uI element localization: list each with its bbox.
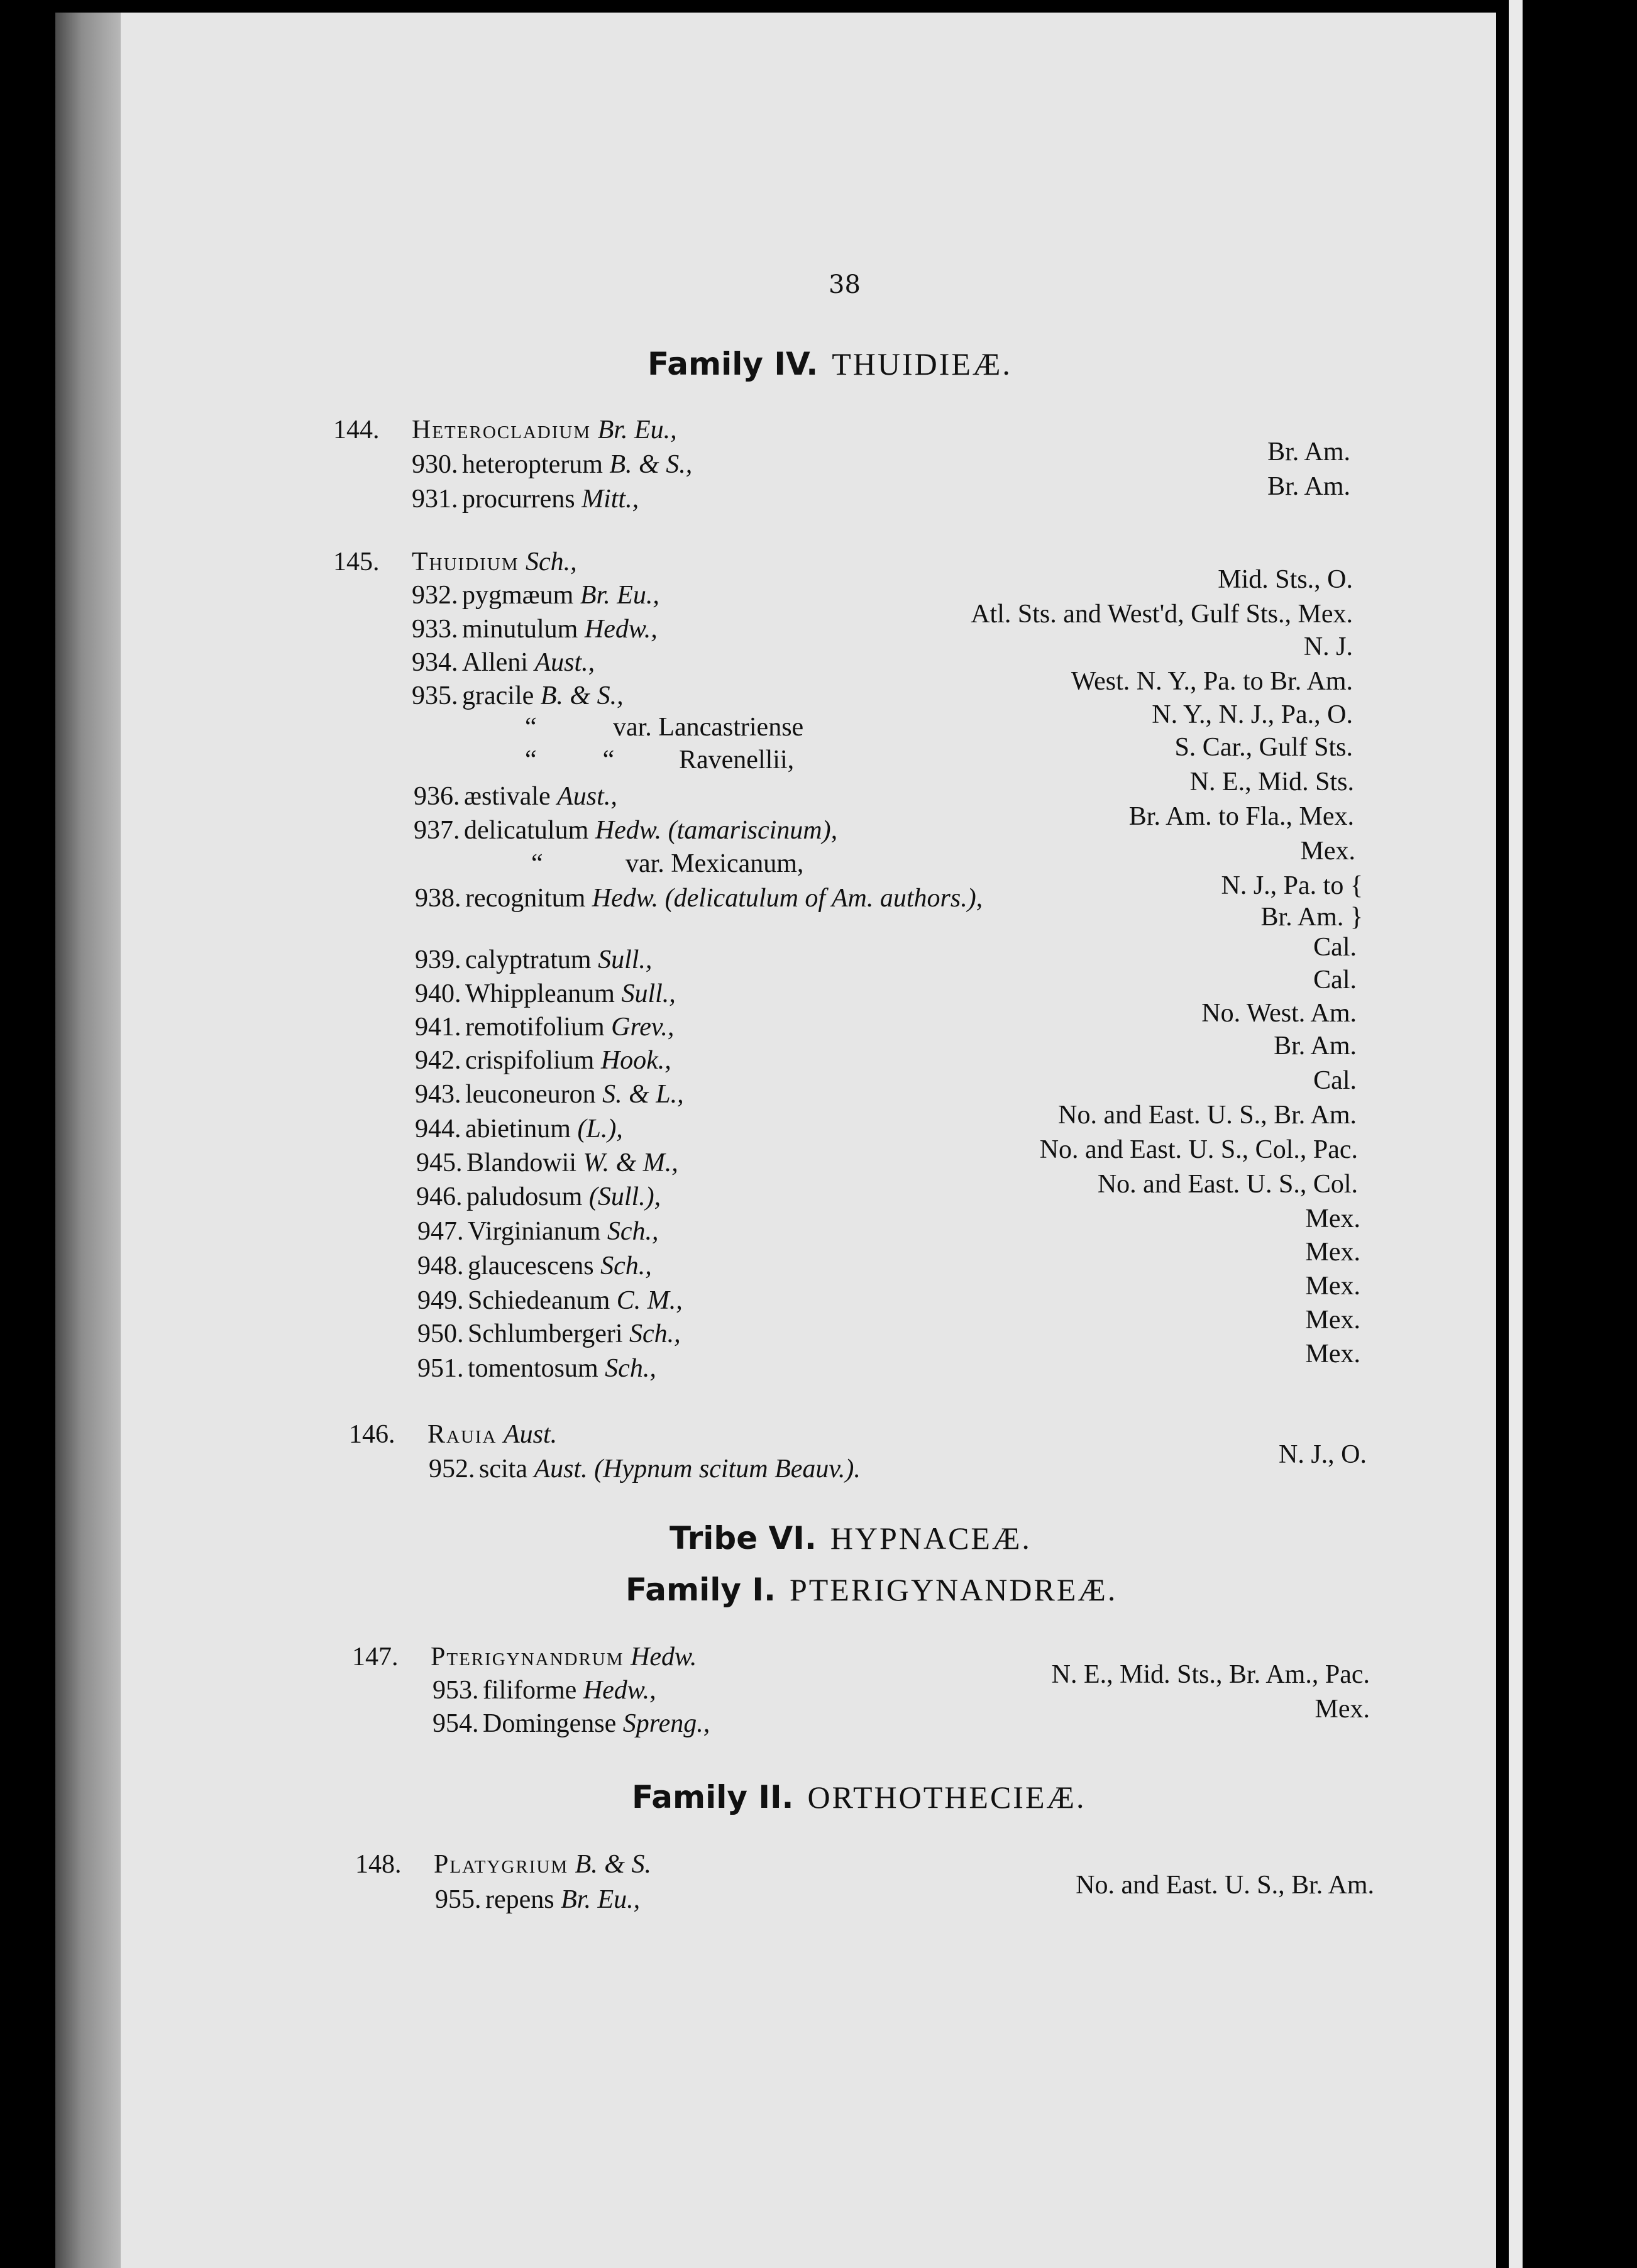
species-row-941: [415, 1012, 674, 1042]
family-heading-pterigynandreae: [626, 1572, 1117, 1608]
tribe-heading-hypnaceae: [670, 1520, 1032, 1556]
species-range-935: West. N. Y., Pa. to Br. Am.: [1071, 667, 1353, 696]
species-author: Spreng.,: [622, 1709, 710, 1738]
tribe-label: Tribe VI.: [670, 1520, 817, 1556]
variety-name: Ravenellii,: [679, 746, 795, 774]
species-author: Hedw.: [592, 884, 659, 913]
species-author: C. M.,: [616, 1286, 683, 1315]
species-author: Sch.,: [607, 1217, 659, 1246]
species-range-942: Br. Am.: [1274, 1032, 1357, 1060]
species-name: abietinum: [465, 1115, 571, 1143]
species-row-933: [412, 614, 658, 644]
species-synonym: (Hypnum scitum Beauv.).: [594, 1455, 861, 1484]
species-number: 952.: [429, 1455, 475, 1484]
genus-name: Heterocladium: [412, 416, 592, 444]
species-number: 955.: [435, 1885, 482, 1914]
species-name: heteropterum: [462, 450, 603, 479]
species-name: Domingense: [483, 1709, 617, 1738]
species-name: calyptratum: [465, 945, 592, 974]
variety-name: var. Lancastriense: [613, 713, 804, 742]
species-name: recognitum: [465, 884, 586, 913]
species-range-944: No. and East. U. S., Br. Am.: [1058, 1101, 1357, 1130]
genus-number: 145.: [333, 548, 380, 576]
species-number: 935.: [412, 681, 458, 710]
species-range-937: Br. Am. to Fla., Mex.: [1128, 802, 1354, 831]
species-name: leuconeuron: [465, 1080, 596, 1109]
species-number: 953.: [433, 1676, 479, 1705]
species-name: crispifolium: [465, 1046, 595, 1075]
species-range-948: Mex.: [1305, 1238, 1360, 1267]
family-label: Family IV.: [648, 346, 819, 382]
species-name: scita: [479, 1455, 527, 1484]
variety-range-mexicanum: Mex.: [1300, 837, 1355, 866]
ditto-mark: “: [525, 713, 537, 742]
species-range-936: N. E., Mid. Sts.: [1189, 768, 1354, 796]
species-row-932: [412, 580, 659, 610]
genus-author: B. & S.: [575, 1850, 651, 1879]
species-number: 940.: [415, 979, 461, 1008]
species-number: 945.: [416, 1148, 463, 1177]
genus-name: Rauia: [427, 1420, 497, 1449]
genus-author: Sch.,: [526, 548, 577, 576]
genus-name: Thuidium: [412, 548, 519, 576]
species-author: Sch.,: [600, 1252, 652, 1280]
family-heading-orthothecieae: [632, 1779, 1086, 1815]
species-range-950: Mex.: [1305, 1306, 1360, 1335]
genus-number: 144.: [333, 416, 380, 444]
species-row-954: [433, 1709, 710, 1739]
species-author: (Sull.),: [588, 1182, 661, 1211]
species-row-938: [415, 883, 983, 913]
species-range-951: Mex.: [1305, 1340, 1360, 1368]
species-name: paludosum: [466, 1182, 583, 1211]
species-author: Hedw.,: [584, 615, 658, 644]
species-author: (L.),: [577, 1115, 623, 1143]
species-number: 933.: [412, 615, 458, 644]
species-number: 934.: [412, 648, 458, 677]
genus-number: 146.: [349, 1420, 395, 1449]
species-row-952: [429, 1454, 861, 1484]
species-range-941: No. West. Am.: [1201, 999, 1357, 1028]
species-number: 951.: [417, 1354, 464, 1383]
species-range-933: Atl. Sts. and West'd, Gulf Sts., Mex.: [971, 600, 1353, 629]
species-range-934: N. J.: [1303, 632, 1353, 661]
family-name: THUIDIEÆ.: [832, 346, 1012, 382]
variety-row-lancastriense: [525, 712, 803, 742]
species-number: 937.: [414, 816, 460, 845]
species-row-955: [435, 1885, 640, 1915]
species-synonym: (tamariscinum),: [668, 816, 838, 845]
species-row-950: [417, 1319, 681, 1349]
species-author: Br. Eu.,: [561, 1885, 641, 1914]
species-name: glaucescens: [468, 1252, 594, 1280]
species-range-939: Cal.: [1313, 933, 1357, 962]
genus-row-148: [355, 1849, 651, 1880]
species-number: 931.: [412, 485, 458, 514]
species-row-939: [415, 945, 652, 975]
species-author: W. & M.,: [583, 1148, 678, 1177]
species-number: 948.: [417, 1252, 464, 1280]
genus-row-144: [333, 415, 677, 445]
species-range-940: Cal.: [1313, 966, 1357, 994]
species-range-938: N. J., Pa. to {: [1221, 871, 1363, 900]
species-number: 944.: [415, 1115, 461, 1143]
species-row-946: [416, 1182, 661, 1212]
species-range-955: No. and East. U. S., Br. Am.: [1076, 1871, 1374, 1900]
species-name: Schlumbergeri: [468, 1319, 623, 1348]
species-range-938-cont: Br. Am. }: [1260, 903, 1363, 932]
species-row-934: [412, 647, 595, 678]
species-number: 936.: [414, 782, 460, 811]
species-author: Hedw.,: [583, 1676, 656, 1705]
species-range-952: N. J., O.: [1278, 1440, 1367, 1469]
variety-row-ravenellii: [525, 745, 794, 775]
species-range-954: Mex.: [1315, 1695, 1370, 1724]
genus-row-147: [352, 1642, 697, 1672]
species-number: 942.: [415, 1046, 461, 1075]
species-name: repens: [485, 1885, 554, 1914]
species-author: Mitt.,: [581, 485, 639, 514]
genus-row-145: [333, 547, 577, 577]
species-name: Virginianum: [468, 1217, 601, 1246]
species-name: Whippleanum: [465, 979, 615, 1008]
species-row-948: [417, 1251, 652, 1281]
species-row-936: [414, 781, 617, 812]
species-number: 932.: [412, 581, 458, 610]
species-name: Blandowii: [466, 1148, 576, 1177]
species-range-943: Cal.: [1313, 1066, 1357, 1095]
species-range-946: No. and East. U. S., Col.: [1097, 1170, 1358, 1199]
species-author: Sch.,: [629, 1319, 681, 1348]
tribe-name: HYPNACEÆ.: [830, 1521, 1032, 1556]
species-row-944: [415, 1114, 623, 1144]
species-author: Sull.,: [621, 979, 676, 1008]
species-synonym: (delicatulum of Am. authors.),: [664, 884, 983, 913]
species-author: S. & L.,: [602, 1080, 684, 1109]
book-gutter-shadow: [55, 13, 121, 2268]
species-number: 954.: [433, 1709, 479, 1738]
species-number: 947.: [417, 1217, 464, 1246]
genus-name: Pterigynandrum: [431, 1643, 624, 1671]
species-author: B. & S.,: [609, 450, 693, 479]
species-name: Schiedeanum: [468, 1286, 610, 1315]
family-name: PTERIGYNANDREÆ.: [789, 1572, 1118, 1607]
species-number: 939.: [415, 945, 461, 974]
genus-name: Platygrium: [434, 1850, 569, 1879]
species-range-947: Mex.: [1305, 1204, 1360, 1233]
genus-number: 148.: [355, 1850, 402, 1879]
species-number: 950.: [417, 1319, 464, 1348]
species-number: 941.: [415, 1013, 461, 1042]
next-page-edge: [1509, 0, 1523, 2268]
page-number: 38: [829, 270, 861, 299]
species-author: Aust.,: [557, 782, 617, 811]
ditto-mark: “: [531, 849, 543, 878]
species-row-940: [415, 979, 676, 1009]
species-row-945: [416, 1148, 678, 1178]
species-range-931: Br. Am.: [1267, 472, 1350, 501]
family-label: Family II.: [632, 1779, 794, 1815]
ditto-mark: “ “: [525, 746, 615, 774]
species-name: minutulum: [462, 615, 578, 644]
species-range-953: N. E., Mid. Sts., Br. Am., Pac.: [1051, 1660, 1370, 1689]
variety-range-lancastriense: N. Y., N. J., Pa., O.: [1152, 700, 1353, 729]
species-name: Alleni: [462, 648, 528, 677]
variety-row-mexicanum: [531, 849, 803, 879]
species-range-932: Mid. Sts., O.: [1218, 565, 1353, 594]
species-row-949: [417, 1285, 683, 1316]
species-name: æstivale: [464, 782, 551, 811]
species-name: gracile: [462, 681, 534, 710]
species-row-937: [414, 815, 837, 845]
species-name: pygmæum: [462, 581, 574, 610]
species-author: Aust.: [534, 1455, 588, 1484]
species-row-951: [417, 1353, 656, 1384]
genus-author: Hedw.: [631, 1643, 697, 1671]
species-author: Hedw.: [595, 816, 662, 845]
species-author: Hook.,: [600, 1046, 671, 1075]
species-range-949: Mex.: [1305, 1272, 1360, 1301]
species-name: filiforme: [483, 1676, 577, 1705]
species-name: remotifolium: [465, 1013, 605, 1042]
species-row-935: [412, 681, 624, 711]
species-author: Grev.,: [611, 1013, 675, 1042]
species-author: Aust.,: [534, 648, 595, 677]
variety-name: var. Mexicanum,: [626, 849, 804, 878]
species-number: 949.: [417, 1286, 464, 1315]
species-author: Br. Eu.,: [580, 581, 659, 610]
species-author: Sull.,: [598, 945, 653, 974]
species-name: tomentosum: [468, 1354, 598, 1383]
species-name: delicatulum: [464, 816, 589, 845]
species-row-947: [417, 1216, 659, 1247]
family-heading-thuidieae: [648, 346, 1012, 382]
species-range-945: No. and East. U. S., Col., Pac.: [1039, 1135, 1358, 1164]
species-author: B. & S.,: [540, 681, 624, 710]
species-row-942: [415, 1045, 671, 1076]
genus-row-146: [349, 1419, 557, 1450]
species-author: Sch.,: [605, 1354, 656, 1383]
species-row-931: [412, 484, 639, 514]
species-number: 946.: [416, 1182, 463, 1211]
genus-author: Aust.: [504, 1420, 558, 1449]
species-number: 943.: [415, 1080, 461, 1109]
genus-number: 147.: [352, 1643, 399, 1671]
species-name: procurrens: [462, 485, 575, 514]
species-row-943: [415, 1079, 684, 1109]
species-number: 930.: [412, 450, 458, 479]
species-row-930: [412, 449, 692, 480]
variety-range-ravenellii: S. Car., Gulf Sts.: [1174, 733, 1353, 762]
family-name: ORTHOTHECIEÆ.: [807, 1780, 1086, 1815]
species-number: 938.: [415, 884, 461, 913]
species-row-953: [433, 1675, 656, 1705]
genus-author: Br. Eu.,: [597, 416, 677, 444]
species-range-930: Br. Am.: [1267, 438, 1350, 466]
family-label: Family I.: [626, 1572, 776, 1608]
